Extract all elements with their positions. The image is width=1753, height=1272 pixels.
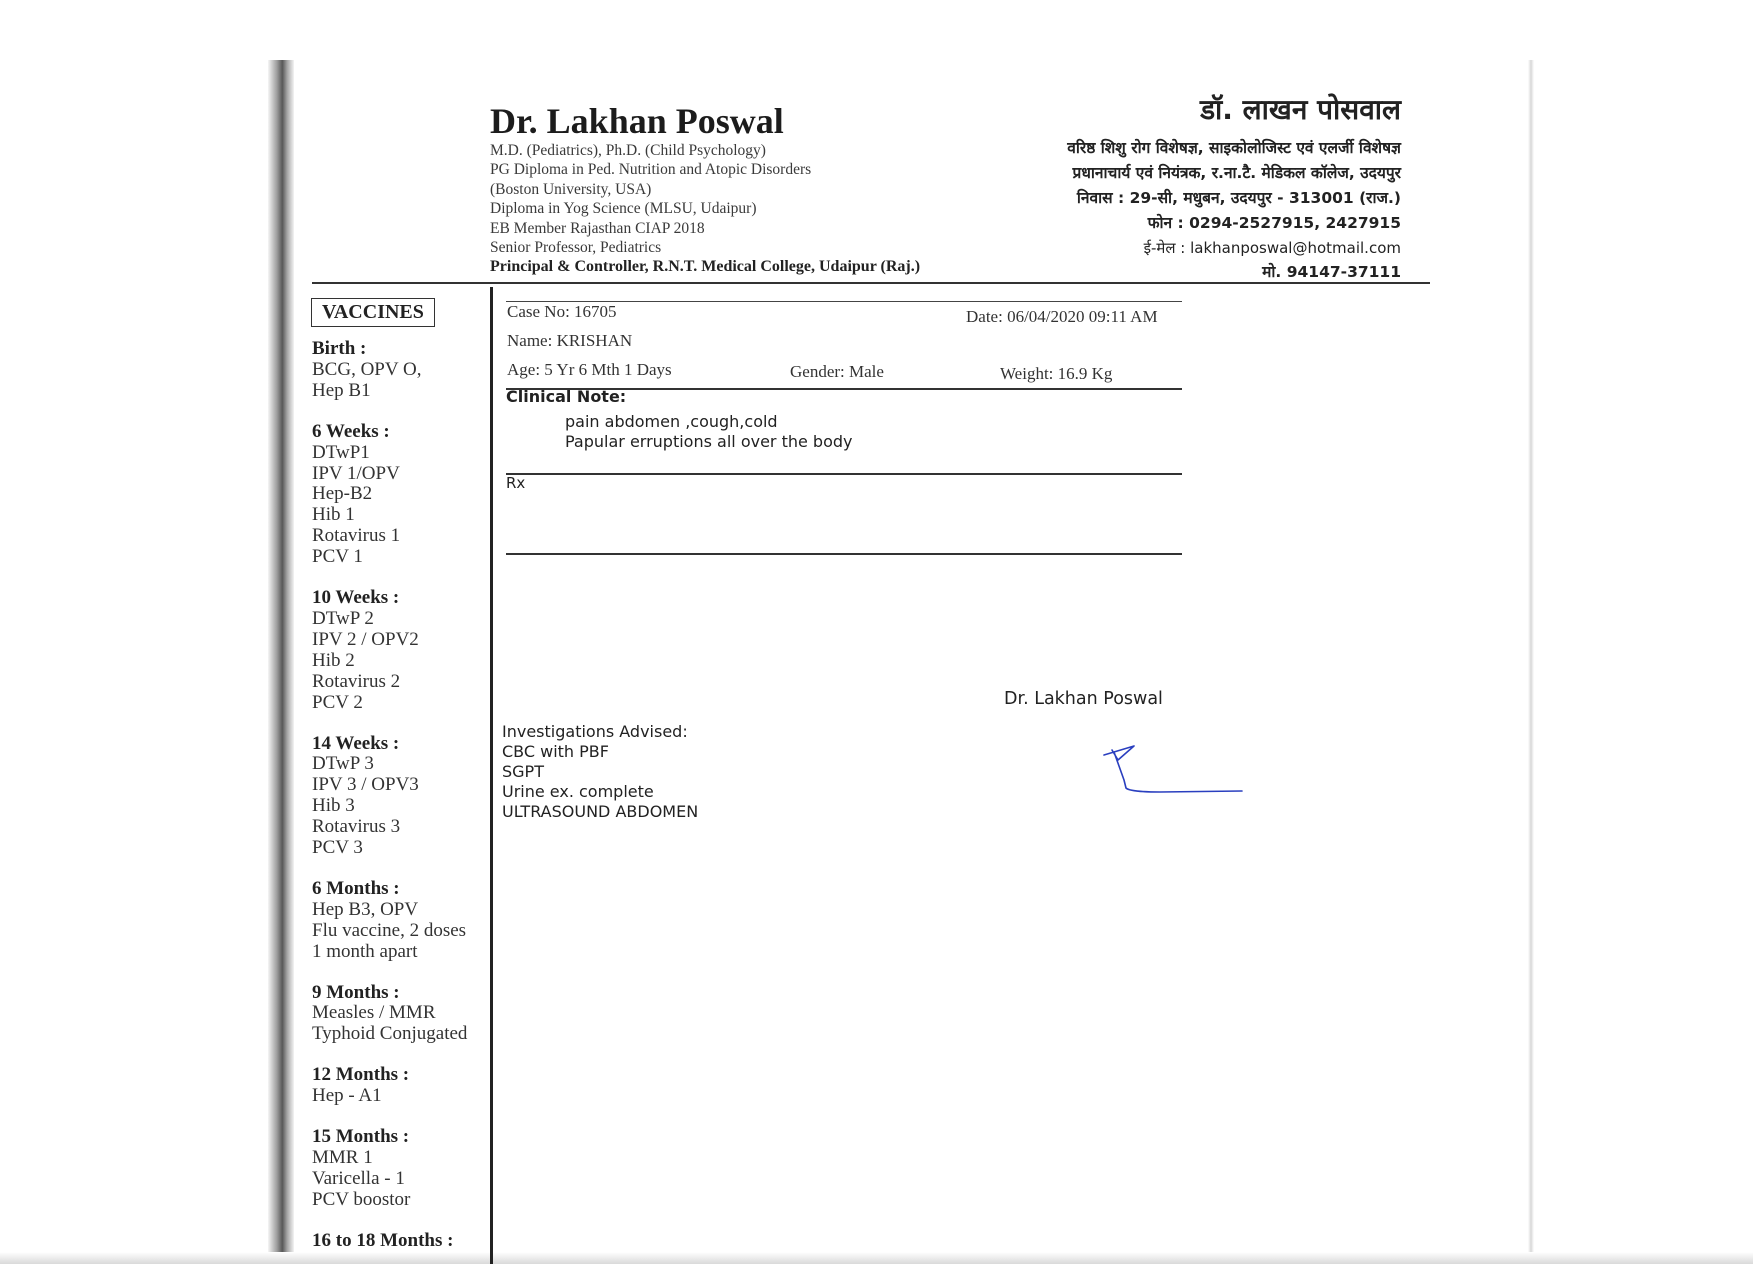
hindi-position: प्रधानाचार्य एवं नियंत्रक, र.ना.टै. मेडिकल कॉलेज, उदयपुर xyxy=(1072,164,1401,182)
hindi-address: निवास : 29-सी, मधुबन, उदयपुर - 313001 (राज.) xyxy=(1076,189,1401,207)
vaccine-group-14-weeks xyxy=(312,734,488,859)
vaccine-item: Hep-B2 xyxy=(312,483,373,505)
vaccine-group-birth xyxy=(312,339,488,402)
clinical-note-text xyxy=(565,412,853,452)
vaccine-item: Hep B3, OPV xyxy=(312,898,419,920)
hindi-doctor-name: डॉ. लाखन पोसवाल xyxy=(1200,93,1401,126)
hindi-specialty: वरिष्ठ शिशु रोग विशेषज्ञ, साइकोलोजिस्ट एवं एलर्जी विशेषज्ञ xyxy=(1067,139,1401,157)
vaccine-item: IPV 1/OPV xyxy=(312,462,400,484)
vaccine-item: PCV 2 xyxy=(312,691,363,713)
vaccine-item: Varicella - 1 xyxy=(312,1167,405,1189)
vaccine-item: Hib 1 xyxy=(312,504,355,526)
vaccine-item: Rotavirus 3 xyxy=(312,816,401,838)
patient-name: Name: KRISHAN xyxy=(507,331,633,350)
position-line: Principal & Controller, R.N.T. Medical College, Udaipur (Raj.) xyxy=(490,258,921,276)
vaccine-item: PCV 3 xyxy=(312,837,363,859)
vaccine-item: DTwP 3 xyxy=(312,753,374,775)
vaccine-schedule xyxy=(312,339,488,1272)
vaccine-item: Hib 2 xyxy=(312,649,355,671)
doctor-name: Dr. Lakhan Poswal xyxy=(490,101,784,141)
signature-name: Dr. Lakhan Poswal xyxy=(1004,689,1163,709)
investigation-item: Urine ex. complete xyxy=(502,782,654,801)
vaccine-item: MMR 1 xyxy=(312,1147,373,1168)
investigations-label: Investigations Advised: xyxy=(502,722,688,741)
vaccine-group-6-weeks xyxy=(312,422,488,568)
clinical-note-label: Clinical Note: xyxy=(506,387,627,406)
vaccine-item: BCG, OPV O, xyxy=(312,358,422,380)
vaccine-item: DTwP 2 xyxy=(312,607,374,629)
vaccine-group-12-months xyxy=(312,1065,488,1107)
vaccine-group-heading: 14 Weeks : xyxy=(312,732,400,754)
qualification-line: Diploma in Yog Science (MLSU, Udaipur) xyxy=(490,200,757,218)
handwritten-signature xyxy=(1100,740,1250,800)
vaccine-group-10-weeks xyxy=(312,588,488,713)
vaccine-item: Typhoid Conjugated xyxy=(312,1023,468,1045)
vaccines-title: VACCINES xyxy=(311,298,435,327)
rx-label: Rx xyxy=(506,474,526,492)
scan-shadow-left xyxy=(268,60,294,1264)
clinical-note-line: pain abdomen ,cough,cold xyxy=(565,412,778,431)
vaccine-group-6-months xyxy=(312,879,488,963)
vaccine-group-heading: 6 Months : xyxy=(312,877,400,899)
visit-date: Date: 06/04/2020 09:11 AM xyxy=(966,307,1158,326)
vaccine-group-heading: 15 Months : xyxy=(312,1126,410,1148)
qualification-line: Senior Professor, Pediatrics xyxy=(490,239,662,257)
investigation-item: SGPT xyxy=(502,762,544,781)
vaccine-item: Hep - A1 xyxy=(312,1085,382,1107)
vaccine-group-16-18-months xyxy=(312,1231,488,1252)
vaccine-group-heading: Birth : xyxy=(312,338,367,359)
vaccine-item: Rotavirus 2 xyxy=(312,670,401,692)
vaccine-item: Hib 3 xyxy=(312,795,355,817)
case-number: Case No: 16705 xyxy=(507,302,617,321)
investigation-item: ULTRASOUND ABDOMEN xyxy=(502,802,699,821)
vaccine-item: Rotavirus 1 xyxy=(312,525,401,547)
sidebar-divider xyxy=(490,287,493,1264)
vaccine-group-9-months xyxy=(312,983,488,1046)
scan-bottom-edge xyxy=(0,1252,1753,1264)
vaccine-item: DTwP1 xyxy=(312,441,370,463)
clinical-note-line: Papular erruptions all over the body xyxy=(565,432,853,451)
vaccine-group-15-months xyxy=(312,1127,488,1211)
qualification-line: EB Member Rajasthan CIAP 2018 xyxy=(490,219,705,237)
hindi-letterhead xyxy=(1067,90,1401,285)
qualification-line: (Boston University, USA) xyxy=(490,180,652,198)
vaccine-item: Measles / MMR xyxy=(312,1002,436,1024)
vaccine-group-heading: 6 Weeks : xyxy=(312,420,390,442)
qualification-line: PG Diploma in Ped. Nutrition and Atopic Disorders xyxy=(490,161,812,179)
header-divider xyxy=(312,282,1430,284)
vaccine-item: 1 month apart xyxy=(312,940,418,962)
hindi-email: ई-मेल : lakhanposwal@hotmail.com xyxy=(1143,239,1401,257)
scan-shadow-right xyxy=(1528,60,1534,1264)
vaccine-group-heading: 16 to 18 Months : xyxy=(312,1229,454,1251)
investigation-item: CBC with PBF xyxy=(502,742,609,761)
vaccine-item: Flu vaccine, 2 doses xyxy=(312,919,467,941)
vaccine-item: Hep B1 xyxy=(312,379,371,401)
vaccine-group-heading: 10 Weeks : xyxy=(312,587,400,609)
patient-weight: Weight: 16.9 Kg xyxy=(1000,364,1113,383)
qualifications xyxy=(490,141,920,277)
patient-gender: Gender: Male xyxy=(790,362,884,381)
vaccine-item: IPV 3 / OPV3 xyxy=(312,774,419,796)
vaccine-group-heading: 9 Months : xyxy=(312,981,400,1003)
investigations xyxy=(502,722,698,822)
hindi-phone: फोन : 0294-2527915, 2427915 xyxy=(1147,214,1401,232)
vaccine-item: IPV 2 / OPV2 xyxy=(312,628,419,650)
hindi-mobile: मो. 94147-37111 xyxy=(1262,263,1401,281)
qualification-line: M.D. (Pediatrics), Ph.D. (Child Psychology) xyxy=(490,142,766,159)
vaccine-item: PCV boostor xyxy=(312,1188,411,1210)
vaccine-group-heading: 12 Months : xyxy=(312,1064,410,1086)
rx-divider xyxy=(506,553,1182,555)
clinical-divider xyxy=(506,473,1182,475)
vaccine-item: PCV 1 xyxy=(312,546,363,568)
patient-age: Age: 5 Yr 6 Mth 1 Days xyxy=(507,360,672,379)
